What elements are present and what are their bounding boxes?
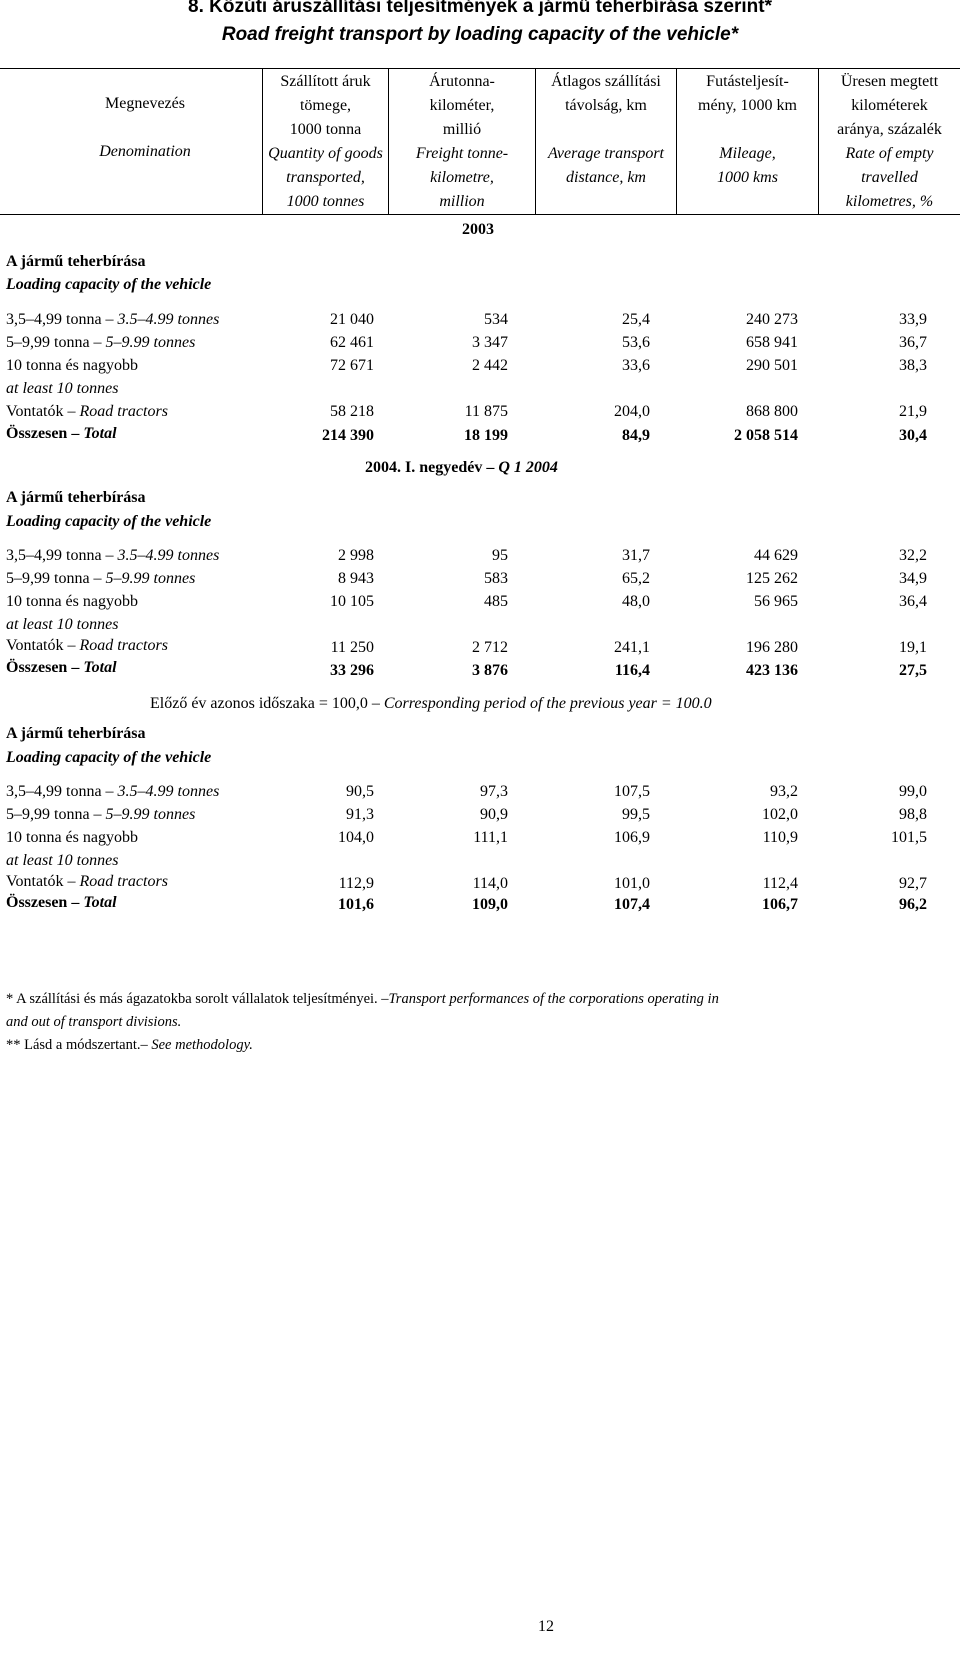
section-heading-hu: Előző év azonos időszaka = 100,0 – bbox=[150, 695, 384, 712]
cell-empty-rate: 96,2 bbox=[899, 896, 927, 913]
row-label-hu: 3,5–4,99 tonna – bbox=[6, 547, 118, 564]
row-label-hu: Összesen – bbox=[6, 659, 84, 676]
row-label-hu: Vontatók – bbox=[6, 637, 80, 654]
header-label-en: transported, bbox=[286, 169, 365, 186]
header-label: Árutonna- bbox=[429, 73, 495, 90]
cell-empty-rate: 27,5 bbox=[899, 662, 927, 679]
row-label-en: Total bbox=[83, 659, 117, 676]
row-label-en: Road tractors bbox=[79, 403, 168, 420]
cell-mileage: 93,2 bbox=[770, 783, 798, 800]
cell-empty-rate: 30,4 bbox=[899, 427, 927, 444]
cell-freight: 534 bbox=[484, 311, 508, 328]
cell-freight: 90,9 bbox=[480, 806, 508, 823]
row-label-en: 5–9.99 tonnes bbox=[105, 334, 196, 351]
cell-empty-rate: 21,9 bbox=[899, 403, 927, 420]
cell-distance: 106,9 bbox=[614, 829, 650, 846]
cell-freight: 583 bbox=[484, 570, 508, 587]
footnote-2 bbox=[6, 1034, 253, 1056]
cell-mileage: 102,0 bbox=[762, 806, 798, 823]
cell-quantity: 11 250 bbox=[330, 639, 374, 656]
cell-quantity: 112,9 bbox=[338, 875, 374, 892]
cell-quantity: 101,6 bbox=[338, 896, 374, 913]
header-freight-tonne-km bbox=[389, 70, 535, 214]
row-label-hu: 3,5–4,99 tonna – bbox=[6, 783, 118, 800]
cell-mileage: 2 058 514 bbox=[734, 427, 798, 444]
cell-mileage: 196 280 bbox=[746, 639, 798, 656]
cell-distance: 31,7 bbox=[622, 547, 650, 564]
row-label-en: at least 10 tonnes bbox=[6, 852, 119, 869]
section-heading bbox=[150, 692, 712, 716]
section-heading-hu: 2004. I. negyedév – bbox=[365, 459, 499, 476]
header-label-en: travelled bbox=[861, 169, 918, 186]
footnote-en: See methodology. bbox=[151, 1037, 253, 1053]
cell-quantity: 72 671 bbox=[330, 357, 374, 374]
footnote-1-continued: and out of transport divisions. bbox=[6, 1014, 182, 1030]
cell-quantity: 91,3 bbox=[346, 806, 374, 823]
page-number: 12 bbox=[538, 1618, 554, 1635]
header-label: 1000 tonna bbox=[289, 121, 362, 138]
row-label-hu: 10 tonna és nagyobb bbox=[6, 357, 138, 374]
cell-mileage: 125 262 bbox=[746, 570, 798, 587]
cell-quantity: 58 218 bbox=[330, 403, 374, 420]
cell-empty-rate: 98,8 bbox=[899, 806, 927, 823]
group-label-en: Loading capacity of the vehicle bbox=[6, 513, 212, 530]
header-label-en: Denomination bbox=[99, 143, 191, 160]
cell-freight: 95 bbox=[492, 547, 508, 564]
cell-quantity: 2 998 bbox=[338, 547, 374, 564]
header-empty-rate bbox=[819, 70, 960, 214]
header-label: Üresen megtett bbox=[840, 73, 939, 90]
footnote-hu: ** Lásd a módszertant.– bbox=[6, 1037, 152, 1053]
cell-distance: 107,4 bbox=[614, 896, 650, 913]
row-label-en: Total bbox=[83, 425, 117, 442]
cell-distance: 84,9 bbox=[622, 427, 650, 444]
cell-empty-rate: 92,7 bbox=[899, 875, 927, 892]
cell-distance: 99,5 bbox=[622, 806, 650, 823]
header-label: Megnevezés bbox=[105, 95, 185, 112]
cell-quantity: 21 040 bbox=[330, 311, 374, 328]
cell-quantity: 10 105 bbox=[330, 593, 374, 610]
row-label-en: Road tractors bbox=[79, 637, 168, 654]
row-label-en: 5–9.99 tonnes bbox=[105, 806, 196, 823]
table-title-hu: 8. Közúti áruszállítási teljesítmények a jármű teherbírása szerint* bbox=[188, 0, 772, 17]
row-label-en: 5–9.99 tonnes bbox=[105, 570, 196, 587]
row-label-en: 3.5–4.99 tonnes bbox=[117, 311, 220, 328]
cell-empty-rate: 36,4 bbox=[899, 593, 927, 610]
cell-empty-rate: 99,0 bbox=[899, 783, 927, 800]
cell-freight: 2 712 bbox=[472, 639, 508, 656]
cell-mileage: 106,7 bbox=[762, 896, 798, 913]
cell-empty-rate: 34,9 bbox=[899, 570, 927, 587]
cell-freight: 97,3 bbox=[480, 783, 508, 800]
cell-quantity: 90,5 bbox=[346, 783, 374, 800]
cell-quantity: 104,0 bbox=[338, 829, 374, 846]
row-label-hu: Összesen – bbox=[6, 894, 84, 911]
cell-freight: 18 199 bbox=[464, 427, 508, 444]
row-label-en: at least 10 tonnes bbox=[6, 380, 119, 397]
section-heading bbox=[365, 456, 558, 480]
cell-empty-rate: 38,3 bbox=[899, 357, 927, 374]
cell-distance: 107,5 bbox=[614, 783, 650, 800]
section-heading-en: Q 1 2004 bbox=[498, 459, 558, 476]
header-denomination bbox=[50, 92, 240, 164]
row-label-hu: 3,5–4,99 tonna – bbox=[6, 311, 118, 328]
cell-empty-rate: 19,1 bbox=[899, 639, 927, 656]
footnote-en: Transport performances of the corporations operating in bbox=[388, 991, 719, 1007]
header-label: kilométerek bbox=[851, 97, 928, 114]
footnote-hu: * A szállítási és más ágazatokba sorolt vállalatok teljesítményei. – bbox=[6, 991, 389, 1007]
header-label-en: Quantity of goods bbox=[268, 145, 383, 162]
header-label-en: kilometres, % bbox=[845, 193, 934, 210]
header-label-en: million bbox=[439, 193, 485, 210]
header-label-en: Average transport bbox=[548, 145, 664, 162]
cell-mileage: 56 965 bbox=[754, 593, 798, 610]
header-top-rule bbox=[0, 68, 960, 69]
cell-mileage: 290 501 bbox=[746, 357, 798, 374]
footnote-1 bbox=[6, 988, 719, 1010]
header-label-en: kilometre, bbox=[430, 169, 494, 186]
cell-empty-rate: 32,2 bbox=[899, 547, 927, 564]
row-label-en: Total bbox=[83, 894, 117, 911]
cell-mileage: 658 941 bbox=[746, 334, 798, 351]
cell-mileage: 112,4 bbox=[762, 875, 798, 892]
header-label-en: Freight tonne- bbox=[415, 145, 509, 162]
row-label-hu: Vontatók – bbox=[6, 873, 80, 890]
header-label-en: 1000 kms bbox=[717, 169, 778, 186]
cell-freight: 111,1 bbox=[473, 829, 508, 846]
cell-quantity: 214 390 bbox=[322, 427, 374, 444]
row-label-hu: 5–9,99 tonna – bbox=[6, 570, 106, 587]
header-mileage bbox=[677, 70, 818, 190]
cell-empty-rate: 33,9 bbox=[899, 311, 927, 328]
cell-freight: 3 347 bbox=[472, 334, 508, 351]
cell-freight: 114,0 bbox=[472, 875, 508, 892]
cell-distance: 25,4 bbox=[622, 311, 650, 328]
cell-distance: 65,2 bbox=[622, 570, 650, 587]
cell-distance: 53,6 bbox=[622, 334, 650, 351]
cell-freight: 2 442 bbox=[472, 357, 508, 374]
section-heading: 2003 bbox=[462, 221, 494, 238]
header-quantity bbox=[263, 70, 388, 214]
header-bottom-rule bbox=[0, 214, 960, 215]
row-label-en: at least 10 tonnes bbox=[6, 616, 119, 633]
group-label-hu: A jármű teherbírása bbox=[6, 489, 146, 506]
header-label: kilométer, bbox=[429, 97, 495, 114]
row-label-hu: 5–9,99 tonna – bbox=[6, 806, 106, 823]
cell-mileage: 110,9 bbox=[762, 829, 798, 846]
header-label: millió bbox=[442, 121, 482, 138]
header-label-en: distance, km bbox=[566, 169, 646, 186]
cell-quantity: 8 943 bbox=[338, 570, 374, 587]
group-label-en: Loading capacity of the vehicle bbox=[6, 749, 212, 766]
section-heading-en: Corresponding period of the previous year = 100.0 bbox=[383, 695, 712, 712]
header-label-en: Rate of empty bbox=[845, 145, 934, 162]
group-label-en: Loading capacity of the vehicle bbox=[6, 276, 212, 293]
row-label-hu: 10 tonna és nagyobb bbox=[6, 829, 138, 846]
cell-quantity: 62 461 bbox=[330, 334, 374, 351]
header-label: aránya, százalék bbox=[837, 121, 942, 138]
cell-distance: 33,6 bbox=[622, 357, 650, 374]
cell-distance: 116,4 bbox=[614, 662, 650, 679]
row-label-hu: 10 tonna és nagyobb bbox=[6, 593, 138, 610]
header-label: Szállított áruk bbox=[280, 73, 371, 90]
cell-mileage: 240 273 bbox=[746, 311, 798, 328]
header-label: Futásteljesít- bbox=[706, 73, 789, 90]
header-label-en: Mileage, bbox=[719, 145, 776, 162]
row-label-en: 3.5–4.99 tonnes bbox=[117, 547, 220, 564]
group-label-hu: A jármű teherbírása bbox=[6, 725, 146, 742]
cell-distance: 48,0 bbox=[622, 593, 650, 610]
header-label: mény, 1000 km bbox=[698, 97, 797, 114]
cell-mileage: 44 629 bbox=[754, 547, 798, 564]
cell-quantity: 33 296 bbox=[330, 662, 374, 679]
group-label-hu: A jármű teherbírása bbox=[6, 253, 146, 270]
header-label: Átlagos szállítási bbox=[551, 73, 661, 90]
cell-freight: 3 876 bbox=[472, 662, 508, 679]
cell-distance: 204,0 bbox=[614, 403, 650, 420]
cell-distance: 241,1 bbox=[614, 639, 650, 656]
cell-freight: 485 bbox=[484, 593, 508, 610]
row-label-hu: 5–9,99 tonna – bbox=[6, 334, 106, 351]
cell-empty-rate: 36,7 bbox=[899, 334, 927, 351]
row-label-hu: Vontatók – bbox=[6, 403, 80, 420]
header-label-en: 1000 tonnes bbox=[286, 193, 365, 210]
cell-distance: 101,0 bbox=[614, 875, 650, 892]
row-label-en: Road tractors bbox=[79, 873, 168, 890]
table-title-en: Road freight transport by loading capacity of the vehicle* bbox=[221, 24, 739, 45]
header-average-distance bbox=[536, 70, 676, 190]
cell-empty-rate: 101,5 bbox=[891, 829, 927, 846]
row-label-hu: Összesen – bbox=[6, 425, 84, 442]
cell-freight: 11 875 bbox=[464, 403, 508, 420]
header-label: távolság, km bbox=[565, 97, 647, 114]
cell-freight: 109,0 bbox=[472, 896, 508, 913]
cell-mileage: 868 800 bbox=[746, 403, 798, 420]
header-label: tömege, bbox=[299, 97, 352, 114]
cell-mileage: 423 136 bbox=[746, 662, 798, 679]
row-label-en: 3.5–4.99 tonnes bbox=[117, 783, 220, 800]
